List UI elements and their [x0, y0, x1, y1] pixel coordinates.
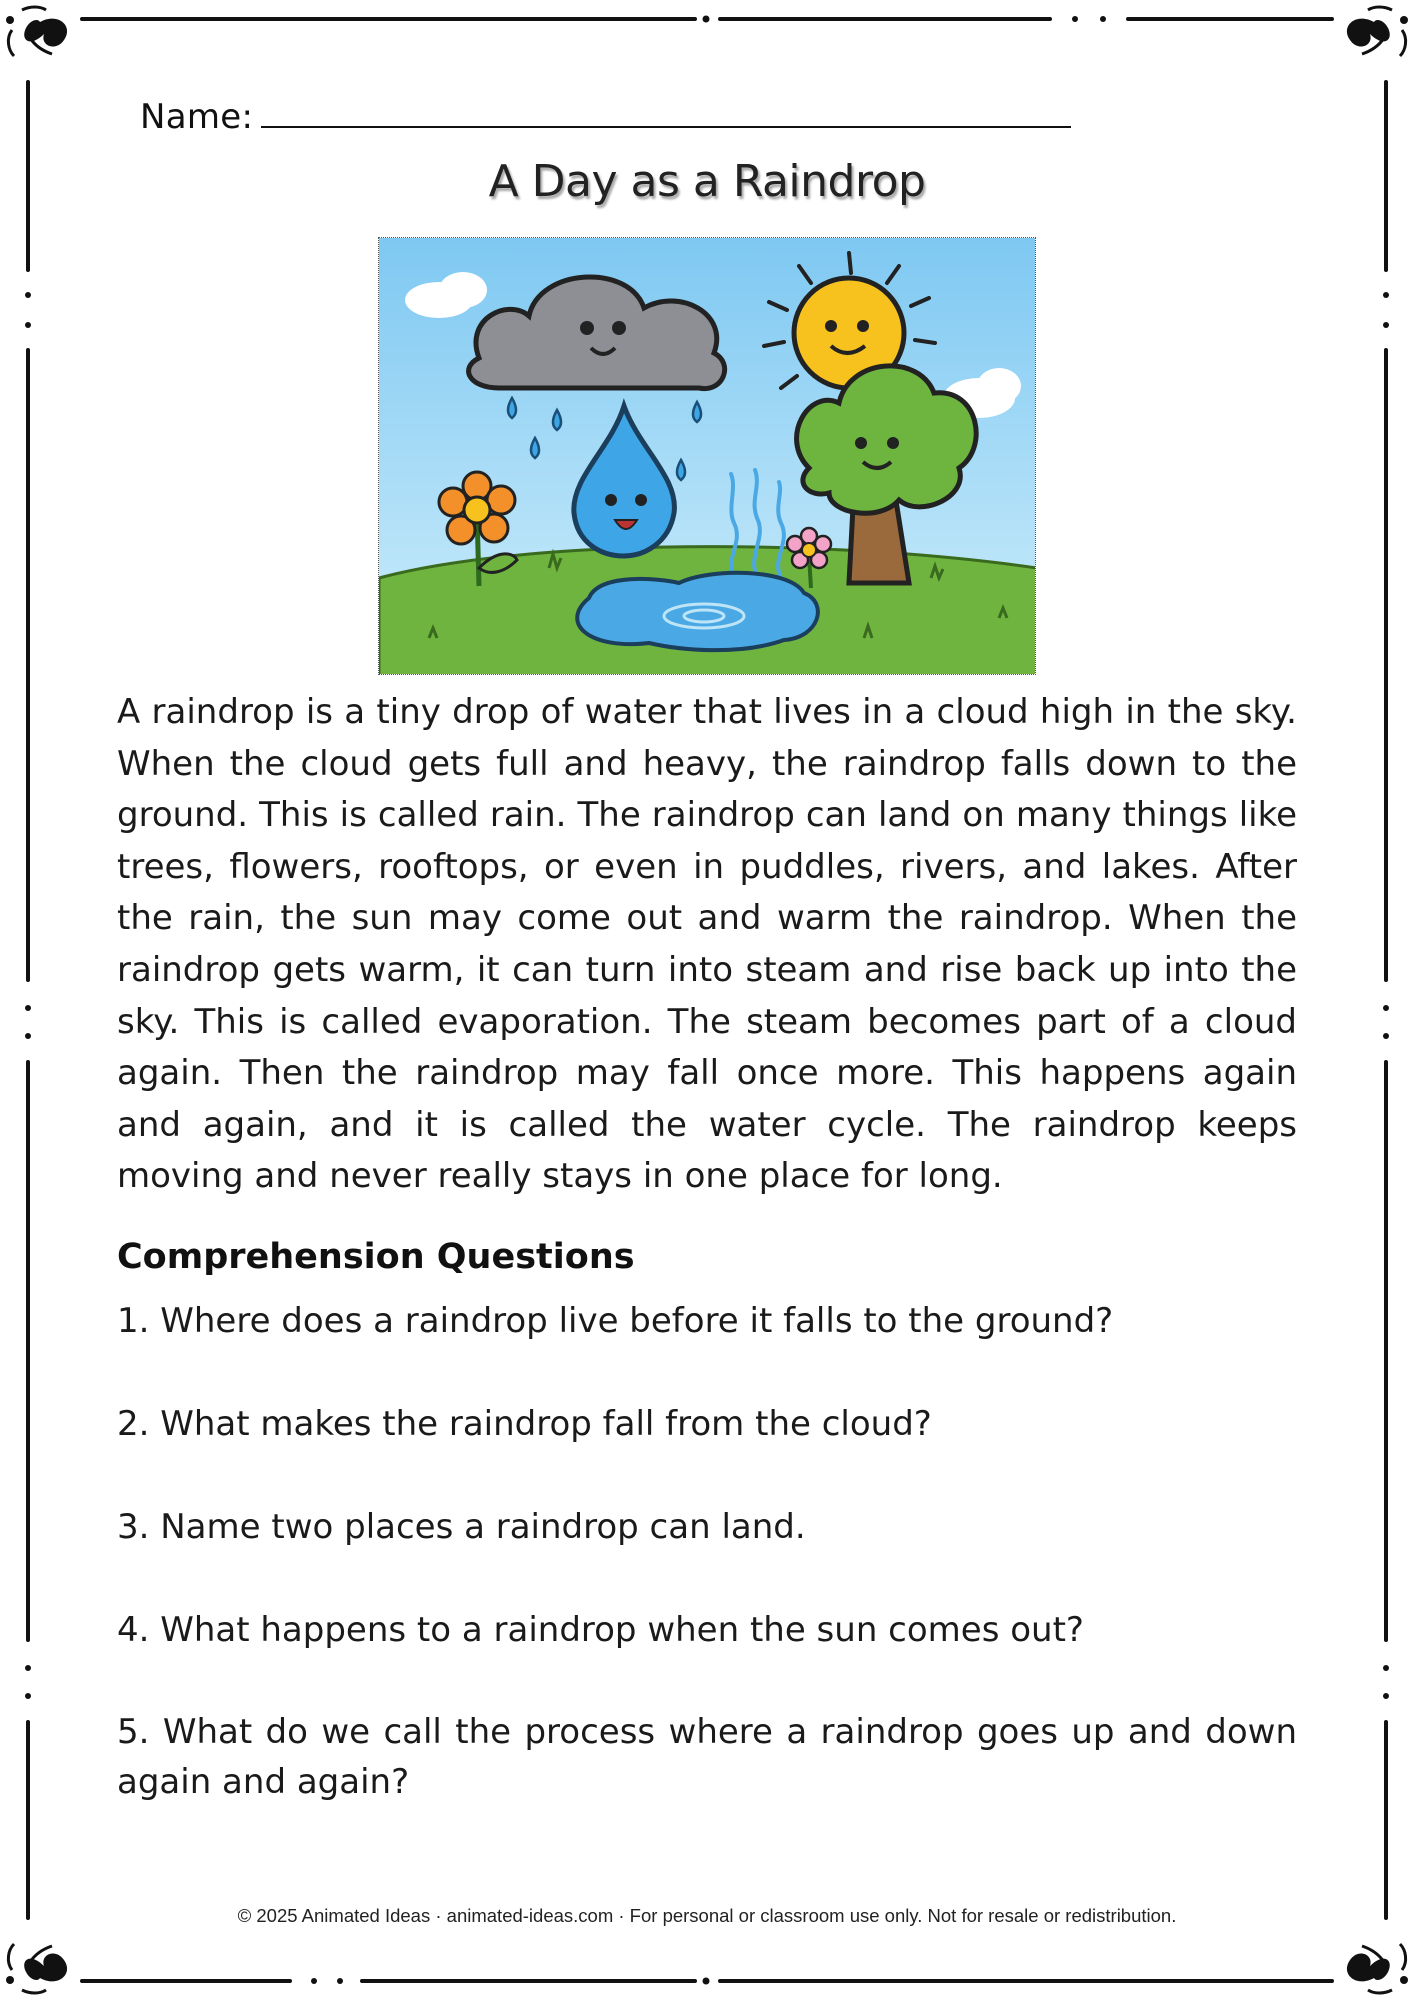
- illustration: [378, 237, 1036, 675]
- question-1: 1. Where does a raindrop live before it falls to the ground?: [117, 1301, 1114, 1341]
- name-label: Name:: [140, 97, 254, 137]
- question-3: 3. Name two places a raindrop can land.: [117, 1507, 806, 1547]
- question-2: 2. What makes the raindrop fall from the cloud?: [117, 1404, 932, 1444]
- name-field: [140, 96, 1071, 137]
- question-5: 5. What do we call the process where a raindrop goes up and down again and again?: [117, 1712, 1297, 1802]
- questions-heading: Comprehension Questions: [117, 1237, 635, 1277]
- puddle-icon: [577, 573, 818, 650]
- worksheet-title: A Day as a Raindrop: [488, 156, 926, 207]
- flourish-corner-icon: [6, 7, 67, 56]
- name-blank-line: [261, 96, 1071, 128]
- story-paragraph: A raindrop is a tiny drop of water that lives in a cloud high in the sky. When the cloud gets full and heavy, the raindrop falls down to the ground. This is called rain. The raindrop can land on many things like trees, flowers, rooftops, or even in puddles, rivers, and lakes. After the rain, the sun may come out and warm the raindrop. When the raindrop gets warm, it can turn into steam and rise back up into the sky. This is called evaporation. The steam becomes part of a cloud again. Then the raindrop may fall once more. This happens again and again, and it is called the water cycle. The raindrop keeps moving and never really stays in one place for long.: [117, 692, 1297, 1197]
- copyright-footer: © 2025 Animated Ideas · animated-ideas.com · For personal or classroom use only. Not for resale or redistribution.: [237, 1905, 1177, 1926]
- question-4: 4. What happens to a raindrop when the sun comes out?: [117, 1610, 1084, 1650]
